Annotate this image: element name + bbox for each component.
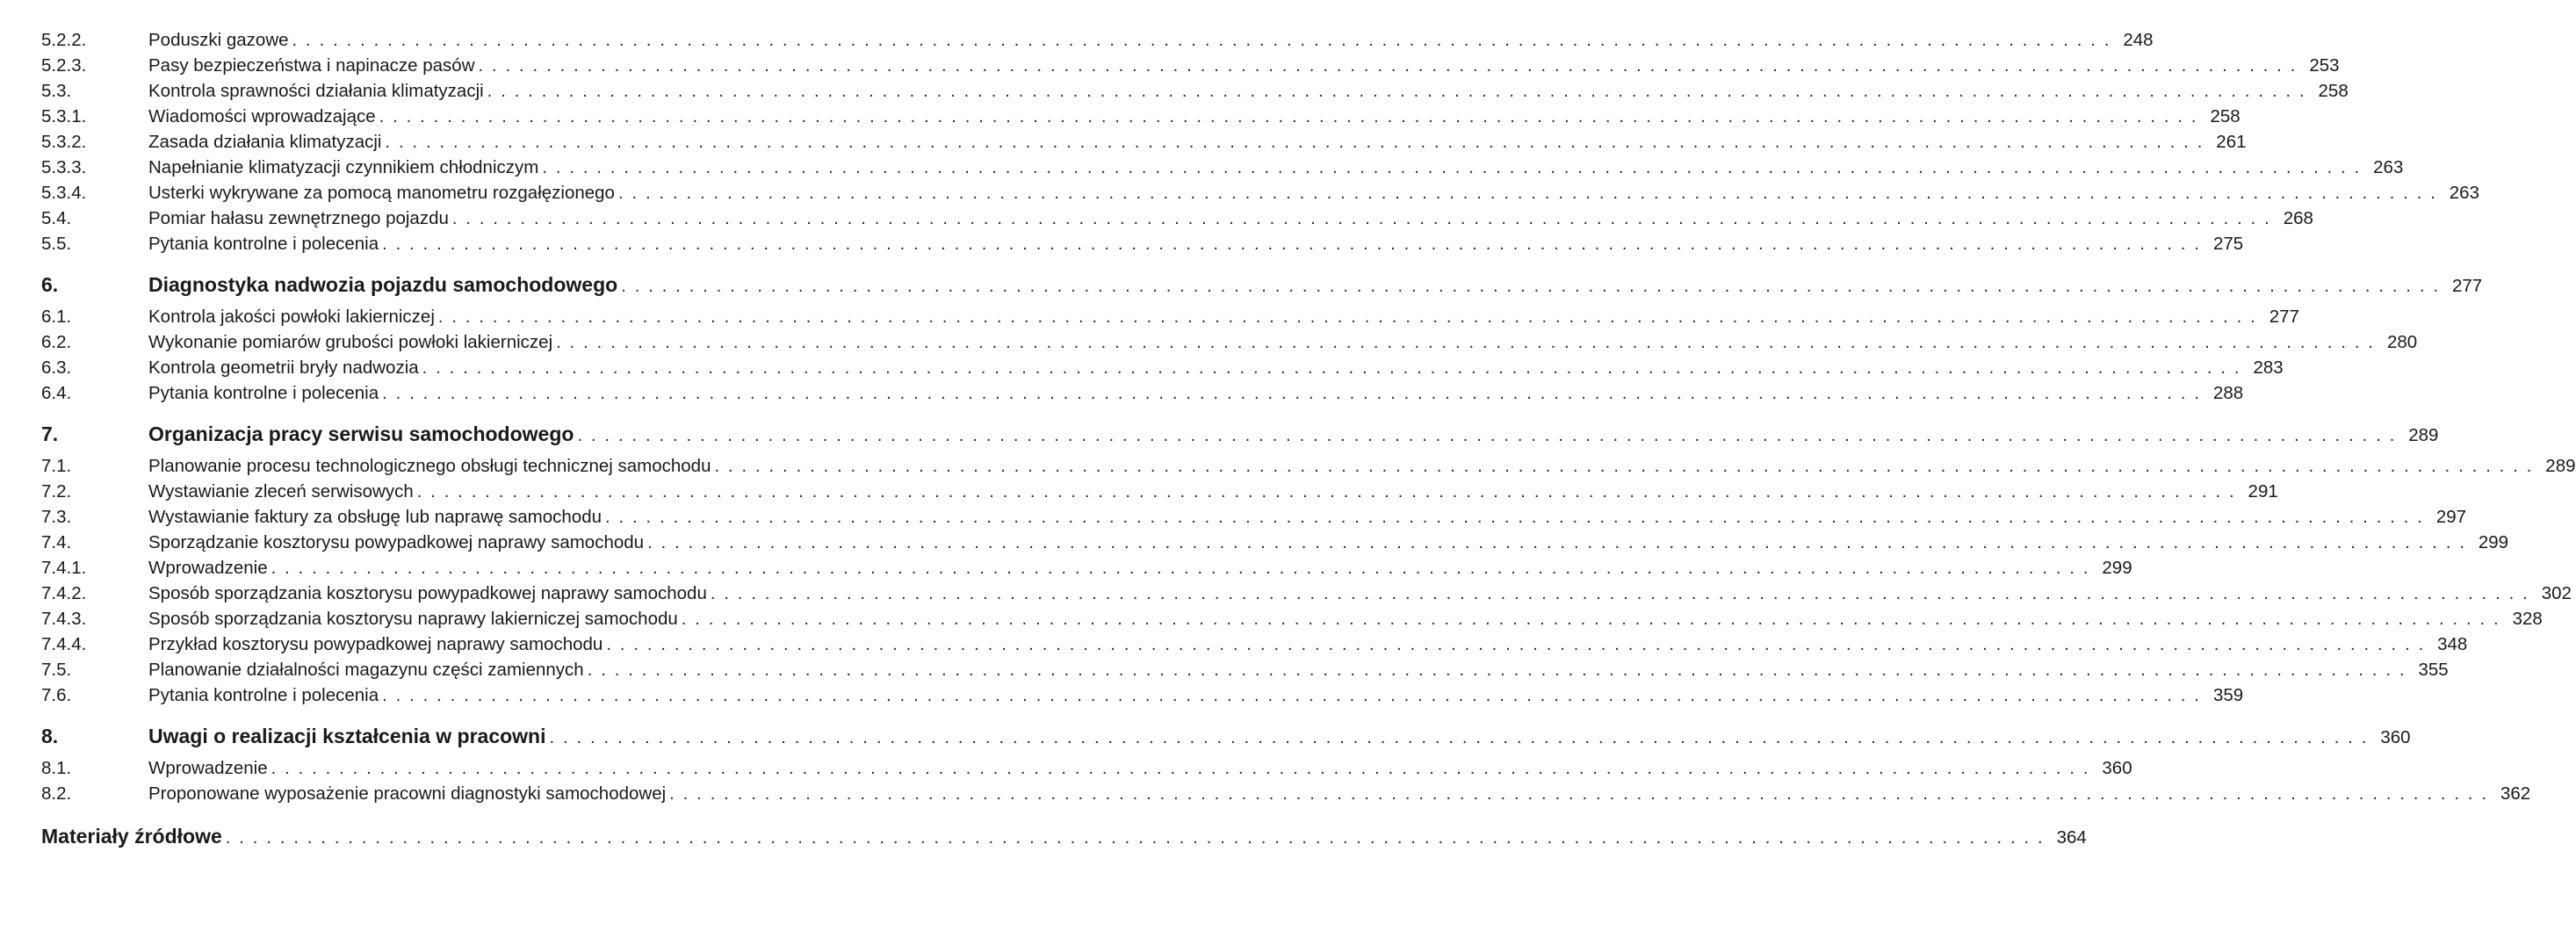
dot-leader <box>584 658 2406 683</box>
toc-entry-row <box>41 755 2132 781</box>
toc-entry-row <box>41 180 2479 206</box>
dot-leader <box>615 181 2437 206</box>
toc-entry-number: 7.3. <box>41 507 72 527</box>
toc-entry-page-number: 362 <box>2500 783 2531 804</box>
toc-entry-title: Przykład kosztorysu powypadkowej naprawy samochodu <box>148 634 603 654</box>
toc-entry-title: Usterki wykrywane za pomocą manometru rozgałęzionego <box>148 183 615 203</box>
toc-entry-page-number: 283 <box>2253 357 2284 378</box>
toc-entry-number: 5.3.4. <box>41 183 87 203</box>
toc-entry-row <box>41 380 2244 406</box>
dot-leader <box>222 826 2045 851</box>
dot-leader <box>617 274 2440 300</box>
toc-entry-row <box>41 206 2313 231</box>
toc-entry-number: 7.4. <box>41 532 72 552</box>
toc-entry-title: Sposób sporządzania kosztorysu naprawy lakierniczej samochodu <box>148 609 678 629</box>
toc-entry-number: 5.3.1. <box>41 106 87 126</box>
toc-entry-page-number: 360 <box>2380 727 2411 747</box>
toc-entry-title: Uwagi o realizacji kształcenia w pracowni <box>148 725 546 747</box>
toc-entry-page-number: 328 <box>2512 609 2543 629</box>
dot-leader <box>666 782 2488 807</box>
toc-entry-page-number: 291 <box>2248 481 2278 502</box>
toc-entry-number: 7.5. <box>41 660 72 680</box>
toc-entry-title: Wystawianie faktury za obsługę lub naprawę samochodu <box>148 507 603 527</box>
toc-entry-number: 8.2. <box>41 783 72 804</box>
dot-leader <box>552 330 2375 356</box>
toc-entry-page-number: 277 <box>2269 307 2299 327</box>
toc-entry-title: Wiadomości wprowadzające <box>148 106 376 126</box>
toc-entry-title: Napełnianie klimatyzacji czynnikiem chłodniczym <box>148 157 539 177</box>
table-of-contents <box>41 27 2576 849</box>
toc-entry-row <box>41 631 2468 657</box>
toc-entry-page-number: 268 <box>2283 208 2313 228</box>
toc-entry-row <box>41 155 2404 180</box>
toc-entry-title: Pytania kontrolne i polecenia <box>148 685 379 705</box>
toc-entry-page-number: 289 <box>2545 456 2576 476</box>
dot-leader <box>376 105 2198 130</box>
dot-leader <box>381 130 2204 155</box>
toc-entry-number: 7.4.3. <box>41 609 87 629</box>
toc-entry-title: Pasy bezpieczeństwa i napinacze pasów <box>148 55 475 76</box>
toc-entry-title: Sposób sporządzania kosztorysu powypadkowej naprawy samochodu <box>148 583 707 603</box>
toc-entry-title: Kontrola jakości powłoki lakierniczej <box>148 307 435 327</box>
dot-leader <box>603 632 2425 658</box>
dot-leader <box>419 356 2241 381</box>
toc-entry-page-number: 289 <box>2408 425 2439 445</box>
toc-entry-title: Proponowane wyposażenie pracowni diagnostyki samochodowej <box>148 783 667 804</box>
toc-entry-title: Kontrola sprawności działania klimatyzacji <box>148 81 484 101</box>
toc-entry-number: 7.6. <box>41 685 72 705</box>
toc-entry-page-number: 253 <box>2309 55 2340 76</box>
toc-entry-number: 6.1. <box>41 307 72 327</box>
dot-leader <box>268 556 2090 581</box>
toc-entry-number: 5.4. <box>41 208 72 228</box>
dot-leader <box>678 607 2500 632</box>
toc-entry-row <box>41 27 2154 53</box>
dot-leader <box>602 505 2424 530</box>
dot-leader <box>435 305 2257 330</box>
toc-entry-row <box>41 104 2240 129</box>
toc-entry-page-number: 275 <box>2212 234 2244 254</box>
toc-sources-row <box>41 824 2087 849</box>
toc-entry-number: 6.2. <box>41 332 72 352</box>
toc-entry-title: Organizacja pracy serwisu samochodowego <box>148 422 574 445</box>
dot-leader <box>379 381 2201 407</box>
dot-leader <box>711 454 2533 480</box>
dot-leader <box>268 756 2090 782</box>
toc-entry-title: Kontrola geometrii bryły nadwozia <box>148 357 419 378</box>
toc-entry-number: 5.3. <box>41 81 72 101</box>
dot-leader <box>484 79 2306 105</box>
toc-entry-row <box>41 657 2449 682</box>
toc-entry-page-number: 302 <box>2541 583 2572 603</box>
toc-entry-page-number: 299 <box>2102 558 2132 578</box>
dot-leader <box>379 683 2201 709</box>
toc-entry-title: Wprowadzenie <box>148 558 268 578</box>
toc-entry-row <box>41 453 2576 479</box>
toc-sources-title: Materiały źródłowe <box>41 825 222 848</box>
toc-entry-number: 5.5. <box>41 234 72 254</box>
toc-sources-page-number: 364 <box>2056 827 2087 848</box>
toc-entry-row <box>41 53 2340 78</box>
toc-entry-row <box>41 78 2349 104</box>
toc-entry-title: Diagnostyka nadwozia pojazdu samochodowego <box>148 273 618 296</box>
toc-entry-title: Planowanie procesu technologicznego obsługi technicznej samochodu <box>148 456 711 476</box>
dot-leader <box>379 232 2201 257</box>
dot-leader <box>707 581 2529 607</box>
toc-entry-number: 7.2. <box>41 481 72 502</box>
toc-entry-page-number: 355 <box>2418 660 2449 680</box>
dot-leader <box>289 28 2111 54</box>
toc-entry-row <box>41 504 2467 530</box>
toc-entry-row <box>41 304 2299 329</box>
toc-entry-title: Wykonanie pomiarów grubości powłoki lakierniczej <box>148 332 553 352</box>
toc-entry-row <box>41 781 2531 806</box>
toc-entry-title: Pomiar hałasu zewnętrznego pojazdu <box>148 208 449 228</box>
toc-entry-number: 5.2.2. <box>41 30 87 50</box>
toc-entry-title: Wprowadzenie <box>148 758 268 778</box>
toc-chapter-row <box>41 422 2439 447</box>
toc-entry-number: 6.4. <box>41 383 72 403</box>
toc-entry-number: 7.4.1. <box>41 558 87 578</box>
toc-entry-title: Planowanie działalności magazynu części zamiennych <box>148 660 584 680</box>
toc-entry-page-number: 348 <box>2437 634 2468 654</box>
toc-entry-row <box>41 581 2572 606</box>
toc-entry-number: 6.3. <box>41 357 72 378</box>
toc-entry-page-number: 263 <box>2449 183 2479 203</box>
toc-entry-page-number: 280 <box>2386 332 2418 352</box>
dot-leader <box>538 155 2361 181</box>
toc-entry-page-number: 288 <box>2212 383 2244 403</box>
toc-entry-number: 7.4.2. <box>41 583 87 603</box>
toc-entry-row <box>41 129 2247 155</box>
toc-entry-page-number: 263 <box>2373 157 2404 177</box>
toc-entry-page-number: 258 <box>2318 81 2349 101</box>
toc-entry-number: 5.3.3. <box>41 157 87 177</box>
toc-entry-row <box>41 329 2418 355</box>
toc-entry-page-number: 359 <box>2212 685 2244 705</box>
toc-entry-title: Zasada działania klimatyzacji <box>148 132 382 152</box>
toc-entry-number: 7.4.4. <box>41 634 87 654</box>
toc-entry-title: Sporządzanie kosztorysu powypadkowej naprawy samochodu <box>148 532 645 552</box>
toc-entry-number: 6. <box>41 273 59 296</box>
dot-leader <box>574 423 2396 449</box>
toc-entry-page-number: 360 <box>2102 758 2132 778</box>
toc-chapter-row <box>41 724 2411 749</box>
toc-entry-number: 5.2.3. <box>41 55 87 76</box>
toc-entry-page-number: 261 <box>2216 132 2247 152</box>
toc-entry-page-number: 258 <box>2210 106 2240 126</box>
toc-entry-row <box>41 479 2278 504</box>
toc-entry-title: Poduszki gazowe <box>148 30 289 50</box>
dot-leader <box>449 206 2271 232</box>
toc-entry-row <box>41 606 2543 631</box>
toc-entry-number: 5.3.2. <box>41 132 87 152</box>
toc-entry-page-number: 299 <box>2478 532 2509 552</box>
dot-leader <box>414 480 2236 505</box>
toc-entry-row <box>41 530 2509 555</box>
dot-leader <box>546 725 2369 751</box>
toc-entry-title: Wystawianie zleceń serwisowych <box>148 481 414 502</box>
toc-entry-row <box>41 231 2244 256</box>
toc-entry-number: 8. <box>41 725 59 747</box>
toc-entry-page-number: 248 <box>2123 30 2154 50</box>
dot-leader <box>644 530 2466 556</box>
toc-entry-title: Pytania kontrolne i polecenia <box>148 234 379 254</box>
dot-leader <box>475 54 2298 79</box>
toc-entry-title: Pytania kontrolne i polecenia <box>148 383 379 403</box>
toc-entry-page-number: 277 <box>2452 276 2483 296</box>
toc-entry-number: 8.1. <box>41 758 72 778</box>
toc-entry-page-number: 297 <box>2435 507 2467 527</box>
toc-entry-row <box>41 555 2132 581</box>
toc-entry-number: 7. <box>41 422 59 445</box>
toc-entry-row <box>41 682 2244 708</box>
toc-chapter-row <box>41 272 2483 298</box>
toc-entry-row <box>41 355 2284 380</box>
toc-entry-number: 7.1. <box>41 456 72 476</box>
